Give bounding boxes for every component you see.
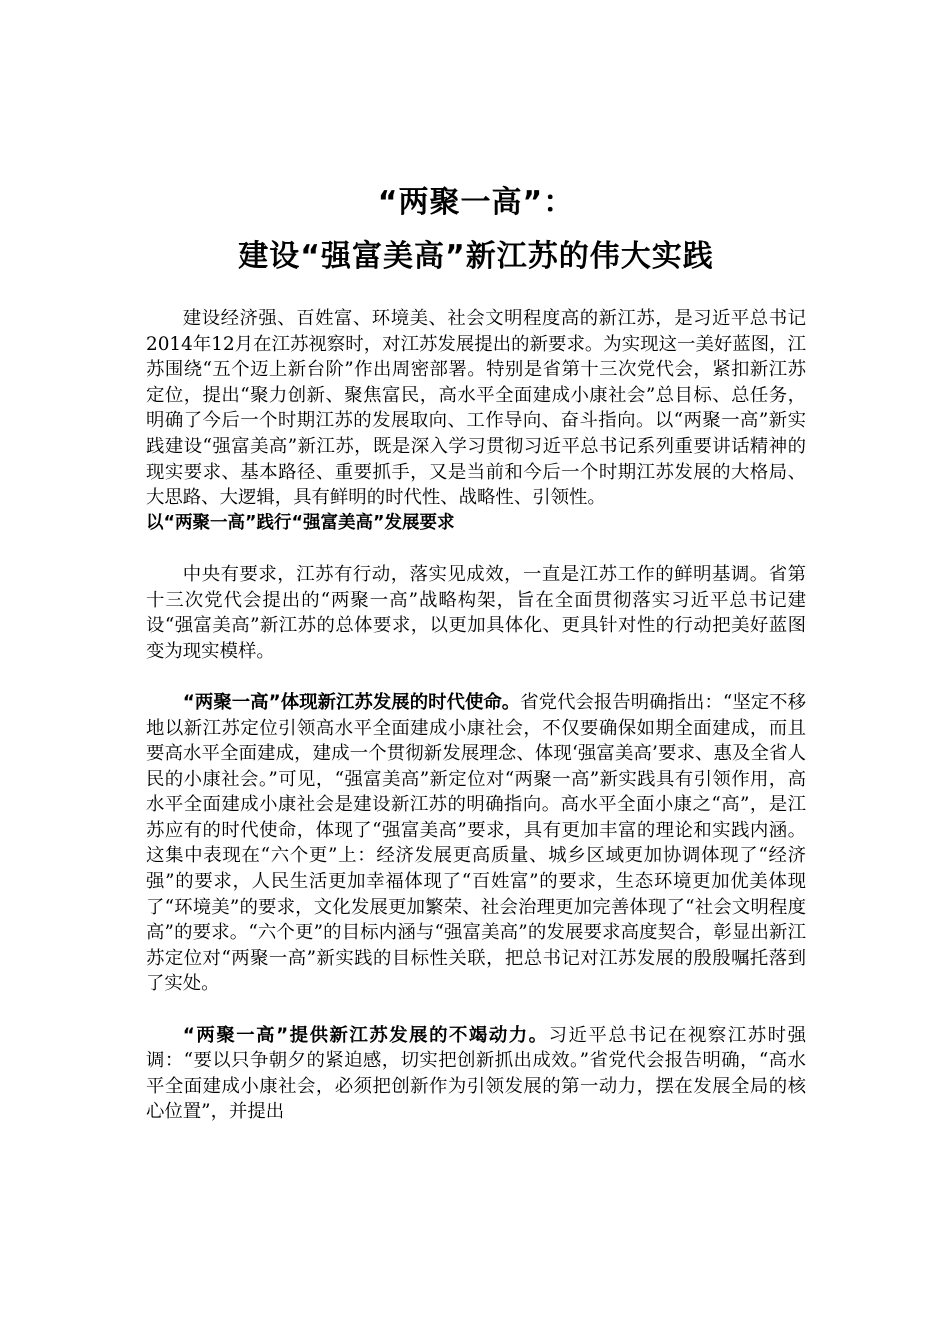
intro-paragraph: 建设经济强、百姓富、环境美、社会文明程度高的新江苏，是习近平总书记2014年12月在江苏视察时，对江苏发展提出的新要求。为实现这一美好蓝图，江苏围绕“五个迈上新台阶”作出周密部署。特别是省第十三次党代会，紧扣新江苏定位，提出“聚力创新、聚焦富民，高水平全面建成小康社会”总目标、总任务，明确了今后一个时期江苏的发展取向、工作导向、奋斗指向。以“两聚一高”新实践建设“强富美高”新江苏，既是深入学习贯彻习近平总书记系列重要讲话精神的现实要求、基本路径、重要抓手，又是当前和今后一个时期江苏发展的大格局、大思路、大逻辑，具有鲜明的时代性、战略性、引领性。 bbox=[146, 308, 806, 509]
paragraph-4-body: 习近平总书记在视察江苏时强调：“要以只争朝夕的紧迫感，切实把创新抓出成效。”省党代会报告明确，“高水平全面建成小康社会，必须把创新作为引领发展的第一动力，摆在发展全局的核心位置”，并提出 bbox=[146, 1024, 806, 1123]
paragraph-4 bbox=[146, 1023, 806, 1125]
paragraph-3-body: 省党代会报告明确指出：“坚定不移地以新江苏定位引领高水平全面建成小康社会，不仅要确保如期全面建成，而且要高水平全面建成，建成一个贯彻新发展理念、体现‘强富美高’要求、惠及全省人民的小康社会。”可见，“强富美高”新定位对“两聚一高”新实践具有引领作用，高水平全面建成小康社会是建设新江苏的明确指向。高水平全面小康之“高”，是江苏应有的时代使命，体现了“强富美高”要求，具有更加丰富的理论和实践内涵。这集中表现在“六个更”上：经济发展更高质量、城乡区域更加协调体现了“经济强”的要求，人民生活更加幸福体现了“百姓富”的要求，生态环境更加优美体现了“环境美”的要求，文化发展更加繁荣、社会治理更加完善体现了“社会文明程度高”的要求。“六个更”的目标内涵与“强富美高”的发展要求高度契合，彰显出新江苏定位对“两聚一高”新实践的目标性关联，把总书记对江苏发展的殷殷嘱托落到了实处。 bbox=[146, 691, 806, 995]
paragraph-2: 中央有要求，江苏有行动，落实见成效，一直是江苏工作的鲜明基调。省第十三次党代会提出的“两聚一高”战略构架，旨在全面贯彻落实习近平总书记建设“强富美高”新江苏的总体要求，以更加具体化、更具针对性的行动把美好蓝图变为现实模样。 bbox=[146, 563, 806, 662]
paragraph-3 bbox=[146, 690, 806, 997]
section-heading: 以“两聚一高”践行“强富美高”发展要求 bbox=[146, 512, 455, 533]
document-title-line-1: “两聚一高”： bbox=[377, 185, 575, 220]
document-title-line-2: 建设“强富美高”新江苏的伟大实践 bbox=[238, 239, 714, 274]
paragraph-4-lead: “两聚一高”提供新江苏发展的不竭动力。 bbox=[182, 1024, 549, 1046]
paragraph-3-lead: “两聚一高”体现新江苏发展的时代使命。 bbox=[182, 691, 521, 713]
document-page bbox=[146, 180, 806, 1125]
